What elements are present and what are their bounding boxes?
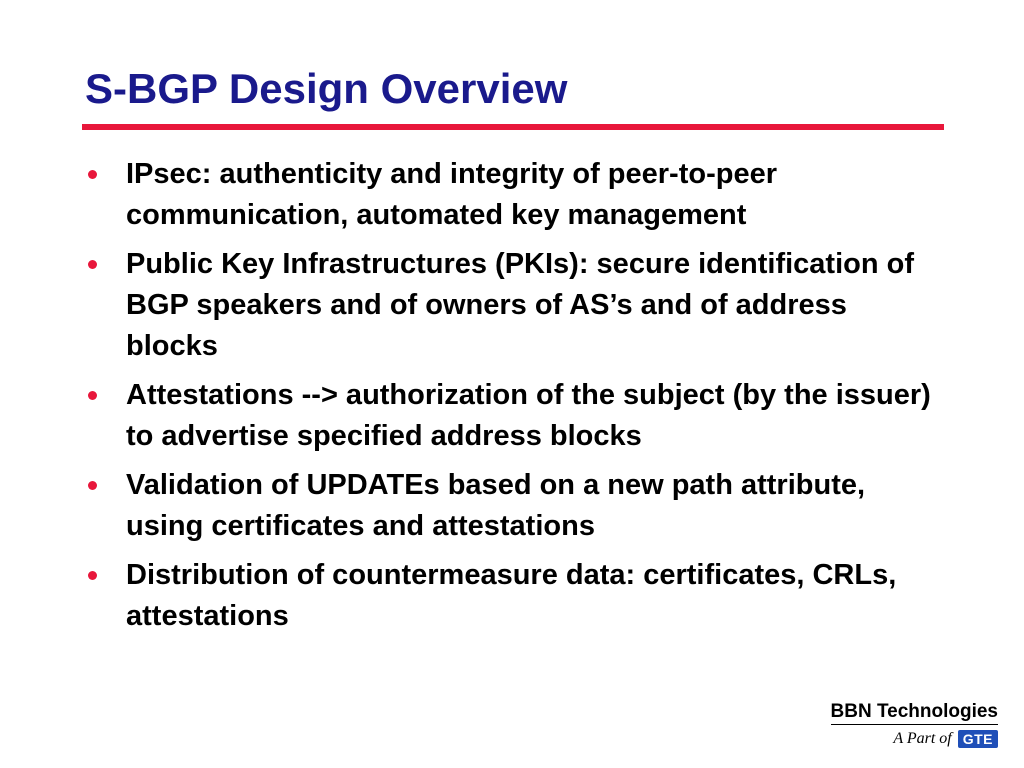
bullet-text: Distribution of countermeasure data: certificates, CRLs, attestations xyxy=(126,559,897,632)
slide-title: S-BGP Design Overview xyxy=(85,65,568,112)
bullet-item xyxy=(86,555,946,637)
bullet-dot-icon xyxy=(88,571,97,580)
bullet-text: Validation of UPDATEs based on a new path attribute, using certificates and attestations xyxy=(126,469,866,542)
bullet-dot-icon xyxy=(88,260,97,269)
title-underline xyxy=(82,124,944,130)
bullet-text: Attestations --> authorization of the subject (by the issuer) to advertise specified address blocks xyxy=(126,379,931,452)
tagline: A Part of xyxy=(893,730,952,747)
bullet-item xyxy=(86,465,946,547)
tagline-row xyxy=(778,730,998,748)
bullet-dot-icon xyxy=(88,481,97,490)
bullet-item xyxy=(86,244,946,367)
bullet-item xyxy=(86,154,946,236)
bullet-list xyxy=(86,154,946,645)
gte-logo: GTE xyxy=(958,730,998,748)
company-brand: BBN Technologies xyxy=(831,701,999,725)
bullet-text: Public Key Infrastructures (PKIs): secure identification of BGP speakers and of owners of AS’s and of address blocks xyxy=(126,248,914,362)
footer xyxy=(778,701,998,748)
bullet-item xyxy=(86,375,946,457)
bullet-dot-icon xyxy=(88,170,97,179)
bullet-text: IPsec: authenticity and integrity of peer-to-peer communication, automated key management xyxy=(126,158,777,231)
bullet-dot-icon xyxy=(88,391,97,400)
